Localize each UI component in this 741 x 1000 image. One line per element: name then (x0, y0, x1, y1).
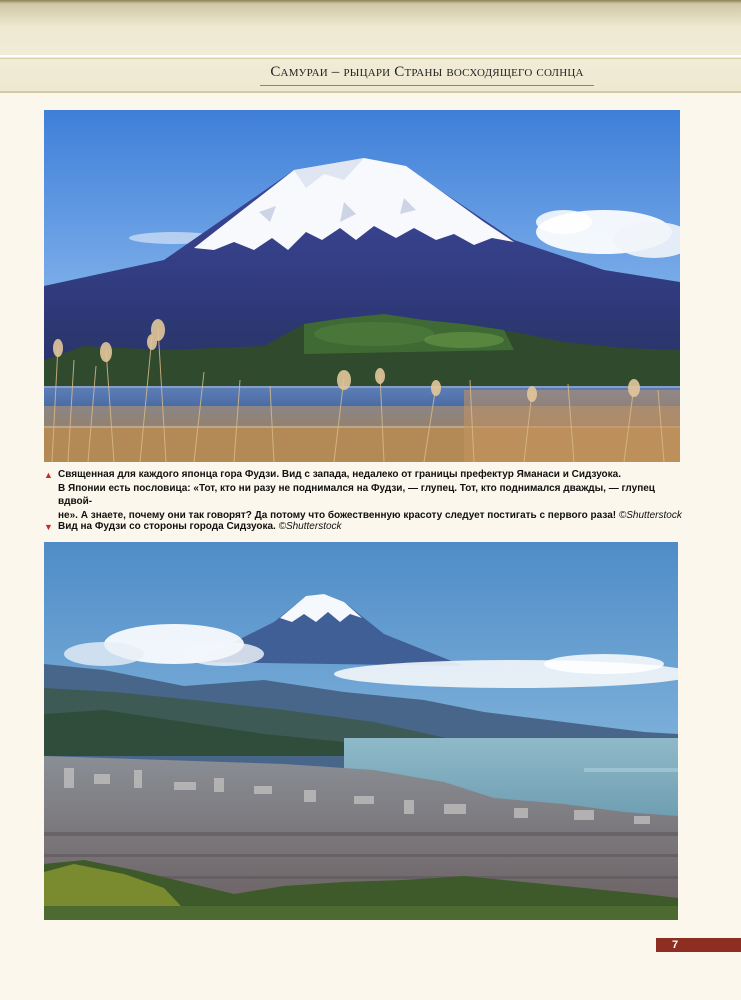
header-divider (0, 55, 741, 57)
photo-caption-2 (58, 520, 658, 534)
photo-1-credit: ©Shutterstock (618, 509, 682, 521)
header-divider-shadow (0, 58, 741, 59)
header-bottom-edge (0, 91, 741, 93)
photo-caption-1 (58, 468, 683, 522)
caption-2-text: Вид на Фудзи со стороны города Сидзуока. (58, 521, 276, 532)
photo-2-credit: ©Shutterstock (278, 521, 342, 532)
caption-1-line-3: не». А знаете, почему они так говорят? Да потому что божественную красоту следует постигать с первого раза! (58, 509, 617, 521)
running-header-title: Самураи – рыцари Страны восходящего солнца (260, 63, 594, 86)
page-number: 7 (671, 939, 679, 951)
caption-1-line-2: В Японии есть пословица: «Тот, кто ни разу не поднимался на Фудзи, — глупец. Тот, кто поднимался дважды, — глупец вдвой- (58, 482, 655, 507)
fuji-west-photo (44, 110, 680, 462)
caption-1-line-1: Священная для каждого японца гора Фудзи. Вид с запада, недалеко от границы префектур Яманаси и Сидзуока. (58, 469, 621, 480)
fuji-shizuoka-city-photo (44, 542, 678, 920)
caption-marker-up-icon: ▲ (44, 470, 53, 480)
page-number-tab (656, 938, 741, 952)
caption-marker-down-icon: ▼ (44, 522, 53, 532)
